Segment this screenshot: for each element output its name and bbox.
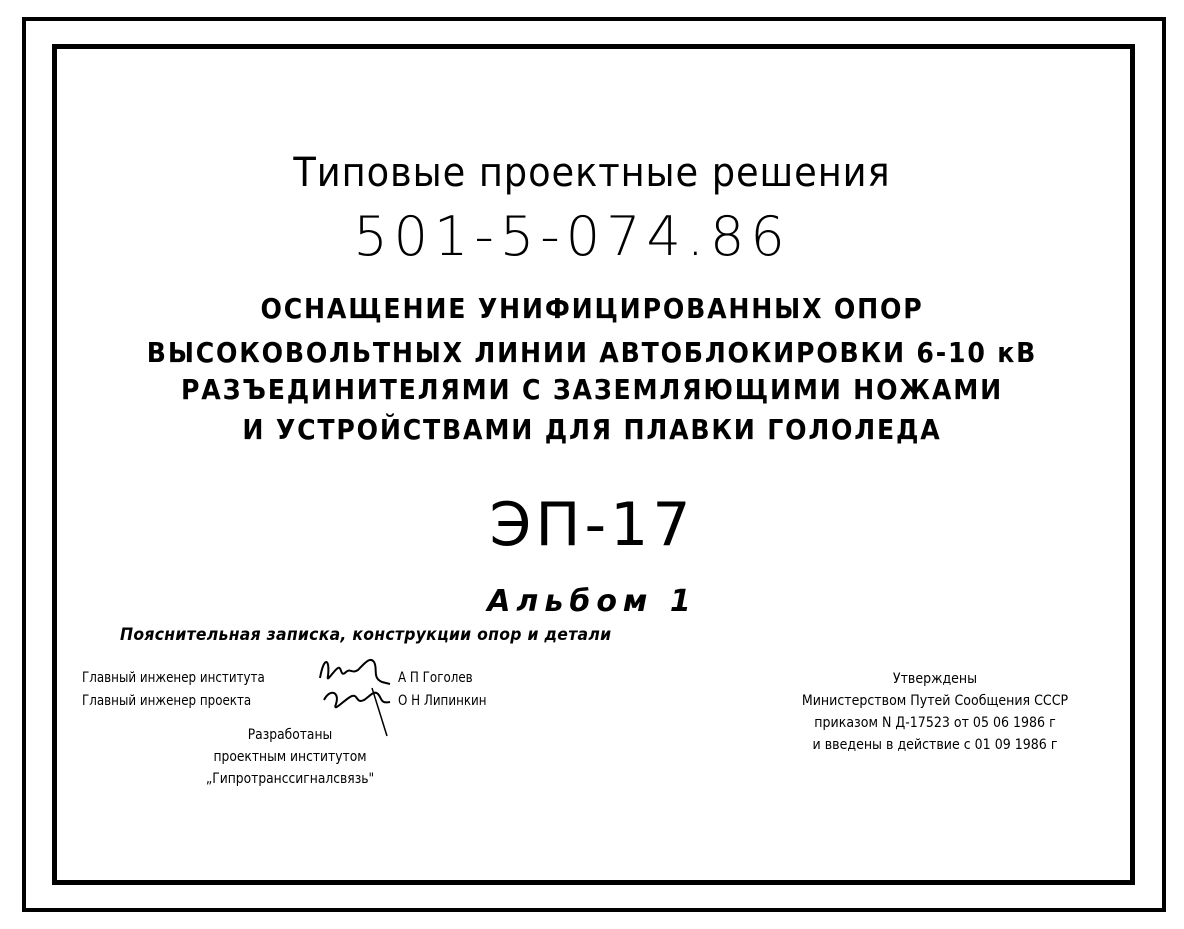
signature-role-2: Главный инженер проекта <box>82 693 252 709</box>
album-label: Альбом 1 <box>487 584 697 619</box>
album-description: Пояснительная записка, конструкции опор и детали <box>120 625 612 645</box>
developer-line-2: проектным институтом <box>213 749 367 765</box>
approval-block <box>735 668 1135 756</box>
subject-line-4: И УСТРОЙСТВАМИ ДЛЯ ПЛАВКИ ГОЛОЛЕДА <box>242 413 942 446</box>
signature-name-2: О Н Липинкин <box>398 693 487 709</box>
series-title: Типовые проектные решения <box>293 150 891 196</box>
signature-name-1: А П Гоголев <box>398 670 473 686</box>
approval-line-2: Министерством Путей Сообщения СССР <box>801 693 1069 709</box>
developer-line-3: „Гипротранссигналсвязь" <box>205 771 375 787</box>
approval-line-3: приказом N Д-17523 от 05 06 1986 г <box>814 715 1056 731</box>
subject-line-2: ВЫСОКОВОЛЬТНЫХ ЛИНИИ АВТОБЛОКИРОВКИ 6-10 кВ <box>146 336 1038 369</box>
signature-role-1: Главный инженер института <box>82 670 265 686</box>
subject-line-1: ОСНАЩЕНИЕ УНИФИЦИРОВАННЫХ ОПОР <box>260 292 924 325</box>
subject-line-3: РАЗЪЕДИНИТЕЛЯМИ С ЗАЗЕМЛЯЮЩИМИ НОЖАМИ <box>180 373 1004 406</box>
approval-line-1: Утверждены <box>892 671 978 687</box>
approval-line-4: и введены в действие с 01 09 1986 г <box>812 737 1058 753</box>
document-code: ЭП-17 <box>489 490 695 560</box>
developer-block <box>150 724 430 790</box>
developer-line-1: Разработаны <box>247 727 333 743</box>
series-number: 501-5-074.86 <box>353 205 791 268</box>
